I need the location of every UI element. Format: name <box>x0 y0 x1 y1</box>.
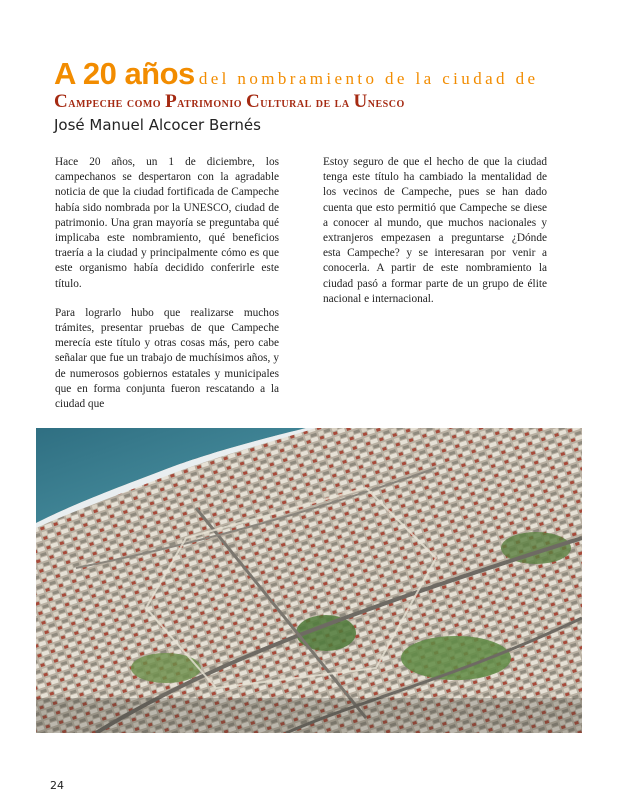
title-main: A 20 años <box>54 56 195 91</box>
title-part: U <box>353 91 368 112</box>
title-part: nesco <box>367 96 405 111</box>
title-part: C <box>246 91 261 112</box>
title-part: C <box>54 91 69 112</box>
text-column-left <box>55 155 279 426</box>
title-rest: del nombramiento de la ciudad de <box>198 69 539 88</box>
title-part: P <box>165 91 178 112</box>
paragraph: Estoy seguro de que el hecho de que la ciudad tenga este título ha cambiado la mentalidad de los vecinos de Campeche, pues se han dado cuenta que esto permitió que Campeche se diese a conocer al mundo, que muchos nacionales y extranjeros empezasen a preguntarse ¿Dónde esta Campeche? y se interesaran por venir a conocerla. A partir de este nombramiento la ciudad pasó a formar parte de un grupo de élite nacional e internacional. <box>323 156 547 305</box>
text-column-right <box>323 155 547 321</box>
author-name: José Manuel Alcocer Bernés <box>54 116 261 134</box>
article-title <box>54 56 574 92</box>
title-part: ampeche como <box>68 96 166 111</box>
paragraph: Hace 20 años, un 1 de diciembre, los campechanos se despertaron con la agradable noticia de que la ciudad fortificada de Campeche había sido nombrada por la UNESCO, ciudad de patrimonio. Una gran mayoría se preguntaba qué implicaba este nombramiento, qué beneficios traería a la ciudad y principalmente cómo es que este organismo había decidido conferirle este título. <box>55 156 279 290</box>
aerial-city-photo <box>36 428 582 733</box>
title-subline <box>54 91 405 113</box>
paragraph: Para lograrlo hubo que realizarse muchos trámites, presentar pruebas de que Campeche merecía este título y otras cosas más, pero cabe señalar que fue un trabajo de muchísimos años, y de numerosos gobiernos estatales y municipales que en forma conjunta fueron rescatando a la ciudad que <box>55 306 279 411</box>
title-part: ultural de la <box>260 96 354 111</box>
page-number: 24 <box>50 779 64 792</box>
title-part: atrimonio <box>177 96 247 111</box>
